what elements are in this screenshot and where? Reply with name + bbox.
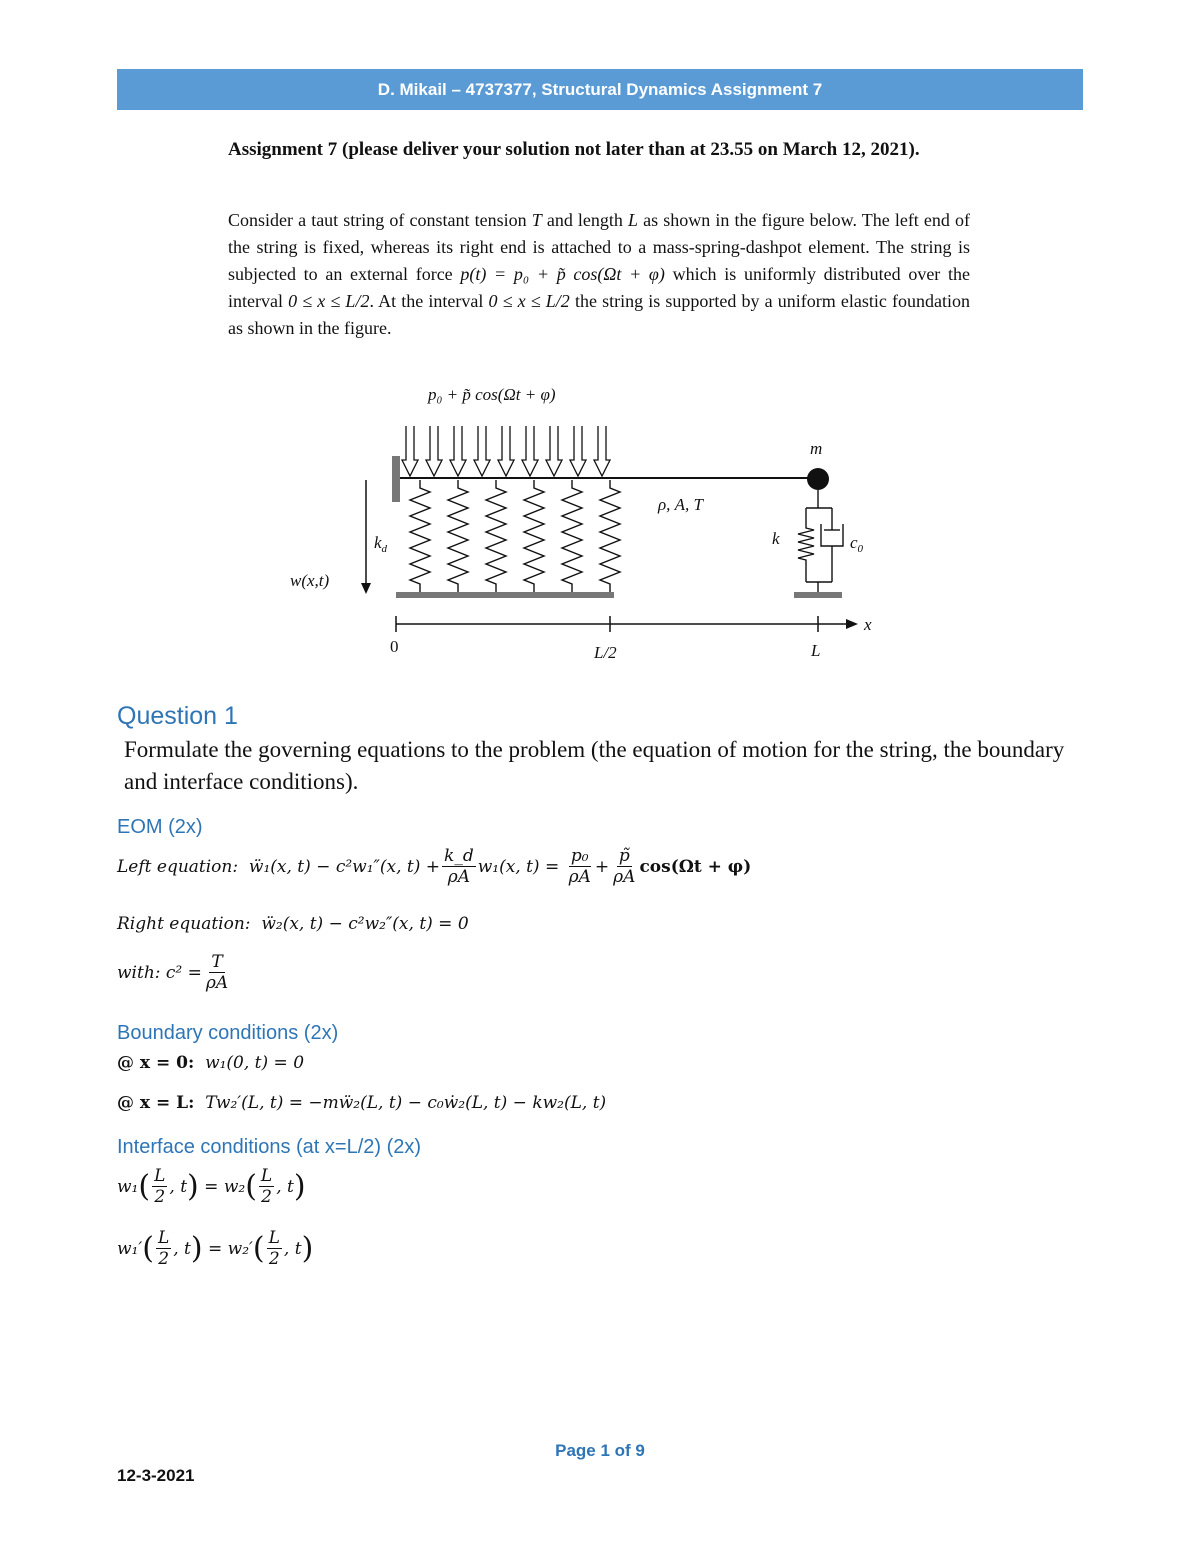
bc1-expr: w₁(0, t) = 0 [205, 1053, 305, 1073]
boundary-condition-1 [117, 1053, 304, 1073]
load-arrow [594, 426, 610, 476]
desc-part-6: the string is supported by a uniform elastic foundation as shown in the figure. [228, 291, 970, 338]
foundation-springs [410, 480, 620, 592]
foundation-spring [524, 480, 544, 592]
desc-part-4: which is uniformly distributed over the interval [228, 264, 970, 311]
left-equation-mid: w₁(x, t) = [477, 856, 560, 877]
ic1-lhs: w₁ [117, 1176, 139, 1197]
desc-interval-2: 0 ≤ x ≤ L/2 [488, 291, 570, 311]
header-title: D. Mikail – 4737377, Structural Dynamics Assignment 7 [377, 79, 823, 99]
interface-condition-1: w₁ ( $\frac{L}{2}$ , t ) = w₂ ( $\frac{L}{2}$ , t ) [117, 1166, 306, 1207]
figure-svg [280, 370, 900, 670]
desc-var-L: L [628, 210, 639, 230]
desc-part-1: Consider a taut string of constant tension [228, 210, 532, 230]
foundation-ground [396, 592, 614, 598]
wave-speed-label: with: c² = [117, 962, 202, 983]
desc-interval-1: 0 ≤ x ≤ L/2 [288, 291, 370, 311]
wave-speed-definition [117, 952, 232, 993]
mass [807, 468, 829, 490]
foundation-spring [486, 480, 506, 592]
desc-part-5: . At the interval [369, 291, 489, 311]
ic2-equals: = [208, 1238, 223, 1259]
foundation-spring [448, 480, 468, 592]
deflection-arrowhead [361, 583, 371, 594]
plus-sign: + [594, 856, 610, 877]
desc-part-3: as shown in the figure below. The left end of the string is fixed, whereas its right end is attached to a mass-spring-dashpot element. The string is subjected to an external force [228, 210, 971, 284]
spring-label: k [772, 529, 780, 548]
tick-0-label: 0 [390, 637, 399, 656]
right-equation-expr: ẅ₂(x, t) − c²w₂″(x, t) = 0 [261, 914, 469, 934]
kd-over-rhoA: $\frac{k\_d}{\rho A}$ [444, 846, 474, 887]
boundary-heading: Boundary conditions (2x) [117, 1022, 339, 1044]
load-arrow [426, 426, 442, 476]
load-arrow [450, 426, 466, 476]
tick-L-label: L [811, 641, 821, 660]
fixed-wall [392, 456, 400, 502]
right-equation-label: Right equation: [117, 914, 251, 934]
deflection-label: w(x,t) [290, 571, 330, 590]
load-arrow [474, 426, 490, 476]
x-axis-label: x [864, 615, 872, 634]
header-bar [117, 69, 1083, 110]
string-system-figure [280, 370, 900, 670]
damper-label: $c_0$ [850, 533, 864, 555]
p0-over-rhoA: $\frac{\text{p₀}}{\rho A}$ [568, 846, 591, 887]
load-arrow [498, 426, 514, 476]
bc1-location: @ x = 0: [117, 1053, 195, 1073]
left-equation [117, 846, 751, 887]
foundation-spring [562, 480, 582, 592]
desc-force-expr: p(t) = p₀ + p̃ cos(Ωt + φ) [460, 264, 665, 284]
foundation-spring [600, 480, 620, 592]
ic2-lhs: w₁′ [117, 1238, 143, 1259]
foundation-stiffness-label: $k_d$ [374, 533, 388, 555]
load-arrow [522, 426, 538, 476]
left-equation-lhs: ẅ₁(x, t) − c²w₁″(x, t) + [248, 856, 441, 877]
interface-condition-2: w₁′ ( $\frac{L}{2}$ , t ) = w₂′ ( $\frac{L}{2}$ , t ) [117, 1228, 314, 1269]
bc2-expr: Tw₂′(L, t) = −mẅ₂(L, t) − c₀ẇ₂(L, t) − kw₂(L, t) [205, 1093, 607, 1113]
foundation-spring [410, 480, 430, 592]
load-arrow [546, 426, 562, 476]
spring-damper-element [798, 490, 843, 592]
distributed-load-arrows [402, 426, 610, 476]
T-over-rhoA: $\frac{T}{\rho A}$ [205, 952, 229, 993]
boundary-condition-2 [117, 1093, 606, 1113]
bc2-location: @ x = L: [117, 1093, 195, 1113]
mass-label: m [810, 439, 823, 458]
spring-ground [794, 592, 842, 598]
interface-heading: Interface conditions (at x=L/2) (2x) [117, 1136, 422, 1158]
cos-term: cos(Ωt + φ) [639, 856, 752, 877]
desc-var-T: T [531, 210, 542, 230]
desc-part-2: and length [541, 210, 629, 230]
left-equation-label: Left equation: [117, 856, 239, 877]
ptilde-over-rhoA: $\frac{p̃}{\rho A}$ [613, 846, 636, 887]
load-label: p₀ + p̃ cos(Ωt + φ) [428, 385, 556, 404]
footer-date: 12-3-2021 [117, 1466, 195, 1485]
load-arrow [570, 426, 586, 476]
right-equation [117, 914, 469, 934]
string-props-label: ρ, A, T [658, 495, 703, 514]
ic2-rhs: w₂′ [227, 1238, 253, 1259]
question-1-text: Formulate the governing equations to the problem (the equation of motion for the string, the boundary and interface conditions). [124, 737, 1065, 794]
eom-heading: EOM (2x) [117, 816, 203, 838]
ic1-rhs: w₂ [223, 1176, 246, 1197]
question-1-heading: Question 1 [117, 702, 238, 730]
tick-half-label: L/2 [594, 643, 617, 662]
load-arrow [402, 426, 418, 476]
page-number: Page 1 of 9 [555, 1441, 645, 1460]
assignment-title: Assignment 7 (please deliver your solution not later than at 23.55 on March 12, 2021). [228, 139, 920, 160]
x-axis-arrowhead [846, 619, 858, 629]
ic1-equals: = [204, 1176, 219, 1197]
assignment-description [228, 207, 970, 342]
